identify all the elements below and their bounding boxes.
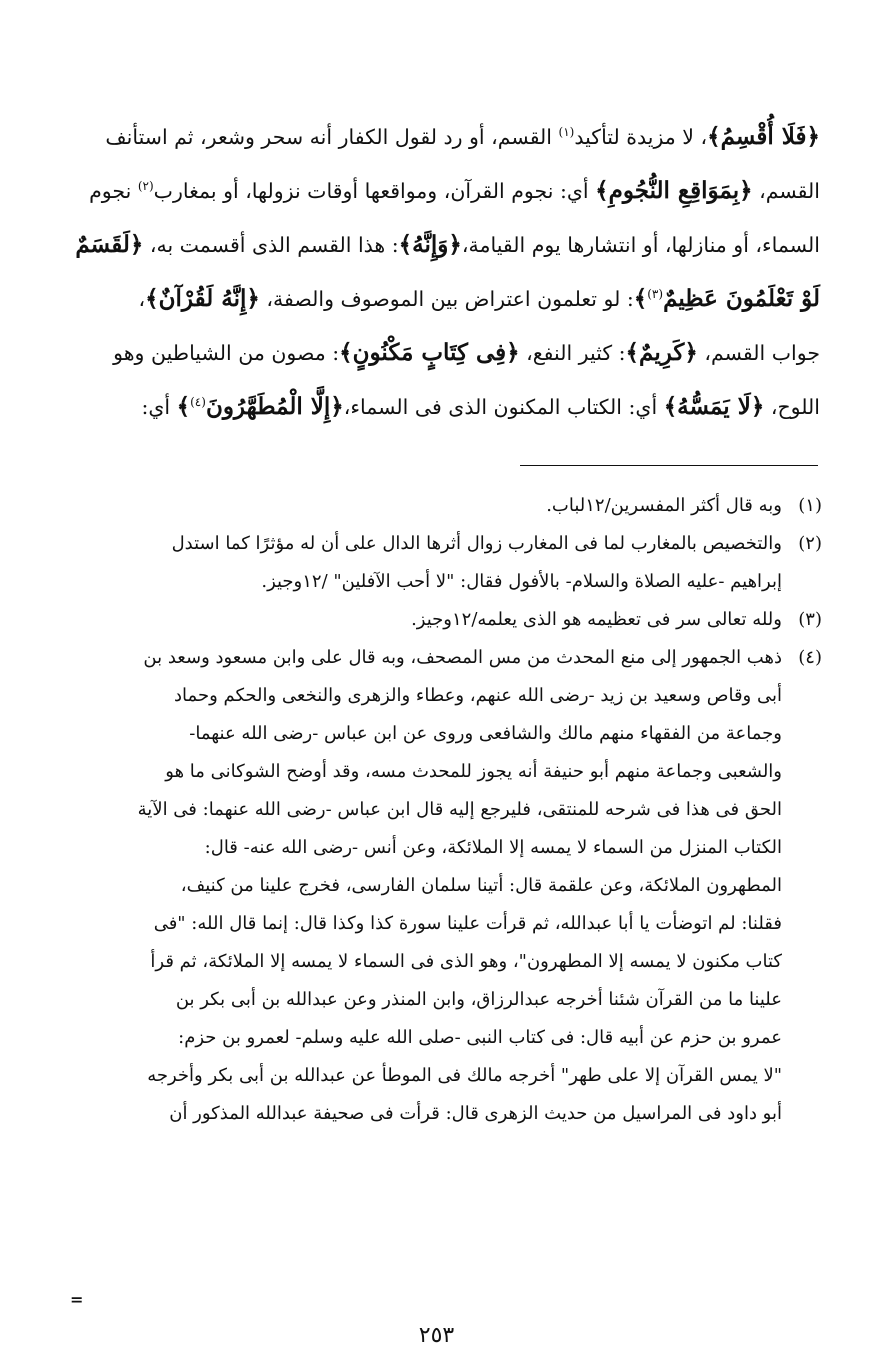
main-text-line: [70, 380, 820, 434]
footnote-body: [70, 487, 782, 525]
commentary-text: أي: نجوم القرآن، ومواقعها أوقات نزولها، أو بمغارب: [153, 179, 596, 203]
main-text-line: [70, 110, 820, 164]
footnote-line: أبى وقاص وسعيد بن زيد -رضى الله عنهم، وعطاء والزهرى والنخعى والحكم وحماد: [174, 685, 782, 706]
quran-quote: ﴿بِمَوَاقِعِ النُّجُومِ﴾: [595, 177, 753, 204]
footnote-separator: [520, 465, 818, 466]
quran-quote: ﴿إِلَّا الْمُطَهَّرُونَ: [205, 393, 344, 420]
footnote-body: [70, 639, 782, 1133]
footnote-line: وجماعة من الفقهاء منهم مالك والشافعى وروى عن ابن عباس -رضى الله عنهما-: [189, 723, 782, 744]
commentary-text: جواب القسم،: [697, 341, 820, 365]
quran-quote: ﴿فَلَا أُقْسِمُ﴾: [707, 123, 820, 150]
footnote-line: ذهب الجمهور إلى منع المحدث من مس المصحف، وبه قال على وابن مسعود وسعد بن: [143, 647, 782, 668]
commentary-text: القسم، أو رد لقول الكفار أنه سحر وشعر، ثم استأنف: [105, 125, 559, 149]
commentary-text: السماء، أو منازلها، أو انتشارها يوم القيامة،: [461, 233, 820, 257]
footnote-line: الحق فى هذا فى شرحه للمنتقى، فليرجع إليه قال ابن عباس -رضى الله عنهما: فى الآية: [137, 799, 782, 820]
quran-quote: ﴿كَرِيمٌ﴾: [625, 339, 698, 366]
footnote: [70, 487, 822, 525]
footnote-marker: (٢): [137, 179, 154, 194]
footnote-line: والتخصيص بالمغارب لما فى المغارب زوال أثرها الدال على أن له مؤثرًا كما استدل: [171, 533, 782, 554]
quran-quote: ﴿إِنَّهُ لَقُرْآنٌ﴾: [145, 285, 260, 312]
commentary-text: نجوم: [89, 179, 138, 203]
footnote: [70, 601, 822, 639]
footnote: [70, 525, 822, 601]
footnote-line: ولله تعالى سر فى تعظيمه هو الذى يعلمه/١٢وجيز.: [411, 609, 782, 630]
page-number: ٢٥٣: [418, 1323, 455, 1348]
footnote: [70, 639, 822, 1133]
commentary-text: اللوح،: [764, 395, 820, 419]
footnote-marker: (١): [558, 125, 575, 140]
quran-quote: لَوْ تَعْلَمُونَ عَظِيمٌ: [663, 285, 820, 312]
footnote-line: كتاب مكنون لا يمسه إلا المطهرون"، وهو الذى فى السماء لا يمسه إلا الملائكة، ثم قرأ: [150, 951, 782, 972]
quran-quote: ﴿فِى كِتَابٍ مَكْنُونٍ﴾: [339, 339, 520, 366]
footnote-line: الكتاب المنزل من السماء لا يمسه إلا الملائكة، وعن أنس -رضى الله عنه- قال:: [204, 837, 782, 858]
commentary-text: : هذا القسم الذى أقسمت به،: [143, 233, 399, 257]
commentary-text: أي:: [141, 395, 177, 419]
footnote-marker: (٤): [190, 395, 206, 410]
commentary-text: ، لا مزيدة لتأكيد: [574, 125, 708, 149]
footnotes-section: [70, 487, 822, 1133]
quran-quote: ﴿وَإِنَّهُ﴾: [398, 231, 462, 258]
footnote-line: فقلنا: لم اتوضأت يا أبا عبدالله، ثم قرأت علينا سورة كذا وكذا قال: إنما قال الله: "فى: [153, 913, 782, 934]
footnote-body: [70, 601, 782, 639]
quran-quote: ﴿لَقَسَمٌ: [75, 231, 144, 258]
footnote-line: وبه قال أكثر المفسرين/١٢لباب.: [546, 495, 782, 516]
main-text-line: [70, 164, 820, 218]
footnote-marker: (٣): [647, 287, 664, 302]
commentary-text: : لو تعلمون اعتراض بين الموصوف والصفة،: [259, 287, 634, 311]
commentary-text: : كثير النفع،: [519, 341, 626, 365]
commentary-text: ،: [138, 287, 146, 311]
quran-quote: ﴿لَا يَمَسُّهُ﴾: [663, 393, 765, 420]
footnote-line: علينا ما من القرآن شئنا أخرجه عبدالرزاق، وابن المنذر وعن عبدالله بن أبى بكر بن: [175, 989, 782, 1010]
main-text-block: [70, 110, 820, 434]
footnote-line: المطهرون الملائكة، وعن علقمة قال: أتينا سلمان الفارسى، فخرج علينا من كنيف،: [180, 875, 782, 896]
footnote-line: أبو داود فى المراسيل من حديث الزهرى قال: قرأت فى صحيفة عبدالله المذكور أن: [169, 1103, 782, 1124]
footnote-number: (٤): [798, 647, 822, 668]
commentary-text: القسم،: [752, 179, 820, 203]
commentary-text: : مصون من الشياطين وهو: [113, 341, 340, 365]
quran-quote: ﴾: [176, 393, 191, 420]
footnote-line: عمرو بن حزم عن أبيه قال: فى كتاب النبى -صلى الله عليه وسلم- لعمرو بن حزم:: [178, 1027, 782, 1048]
footnote-body: [70, 525, 782, 601]
main-text-line: [70, 272, 820, 326]
footnote-line: والشعبى وجماعة منهم أبو حنيفة أنه يجوز للمحدث مسه، وقد أوضح الشوكانى ما هو: [165, 761, 782, 782]
footnote-number: (٣): [798, 609, 822, 630]
footnote-number: (٢): [798, 533, 822, 554]
main-paragraph: [70, 110, 820, 434]
continuation-mark: =: [70, 1290, 84, 1309]
main-text-line: [70, 326, 820, 380]
quran-quote: ﴾: [633, 285, 648, 312]
footnote-number: (١): [798, 495, 822, 516]
footnote-line: "لا يمس القرآن إلا على طهر" أخرجه مالك فى الموطأ عن عبدالله بن أبى بكر وأخرجه: [147, 1065, 782, 1086]
footnote-line: إبراهيم -عليه الصلاة والسلام- بالأفول فقال: "لا أحب الآفلين" /١٢وجيز.: [261, 571, 782, 592]
commentary-text: أي: الكتاب المكنون الذى فى السماء،: [343, 395, 664, 419]
main-text-line: [70, 218, 820, 272]
